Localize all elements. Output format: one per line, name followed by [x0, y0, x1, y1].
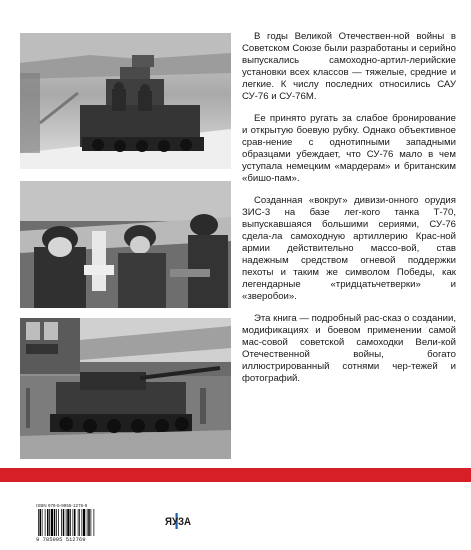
parade-photo [20, 318, 231, 459]
gun-crew-photo [20, 181, 231, 308]
barcode-number: 9 785995 512769 [36, 536, 86, 543]
paragraph-3: Созданная «вокруг» дивизи-онного орудия ЗИС-3 на базе лег-кого танка Т-70, выпускавшаяся большими сериями, СУ-76 сдела-ла самоходную артиллерию Крас-ной армии действительно массо-вой, став надежным средством огневой поддержки пехоты и таким же символом Победы, как легендарные «тридцатьчетверки» и «зверобои». [242, 195, 456, 302]
paragraph-1: В годы Великой Отечествен-ной войны в Советском Союзе были разработаны и серийно выпускались самоходно-артил-лерийские установки всех классов — тяжелые, средние и легкие. К числу последних относились САУ СУ-76 и СУ-76М. [242, 31, 456, 102]
red-band [0, 468, 471, 482]
paragraph-4: Эта книга — подробный рас-сказ о создании, модификациях и боевом применении самой мас-совой советской самоходки Вели-кой Отечественной войны, богато иллюстрированный сотнями чер-тежей и фотографий. [242, 313, 456, 384]
barcode-bars [36, 509, 122, 536]
barcode [36, 503, 122, 542]
annotation-text [242, 31, 456, 395]
publisher-logo [163, 511, 193, 531]
isbn-label: ISBN 978-5-9955-1276-9 [36, 503, 88, 508]
logo-letters: ЯУЗА [165, 516, 192, 528]
paragraph-2: Ее принято ругать за слабое бронирование и открытую боевую рубку. Однако объективное срав-нение с однотипными западными образцами убеждает, что СУ-76 мало в чем уступала немецким «мардерам» и британским «бишо-пам». [242, 113, 456, 184]
tank-column-photo [20, 33, 231, 169]
